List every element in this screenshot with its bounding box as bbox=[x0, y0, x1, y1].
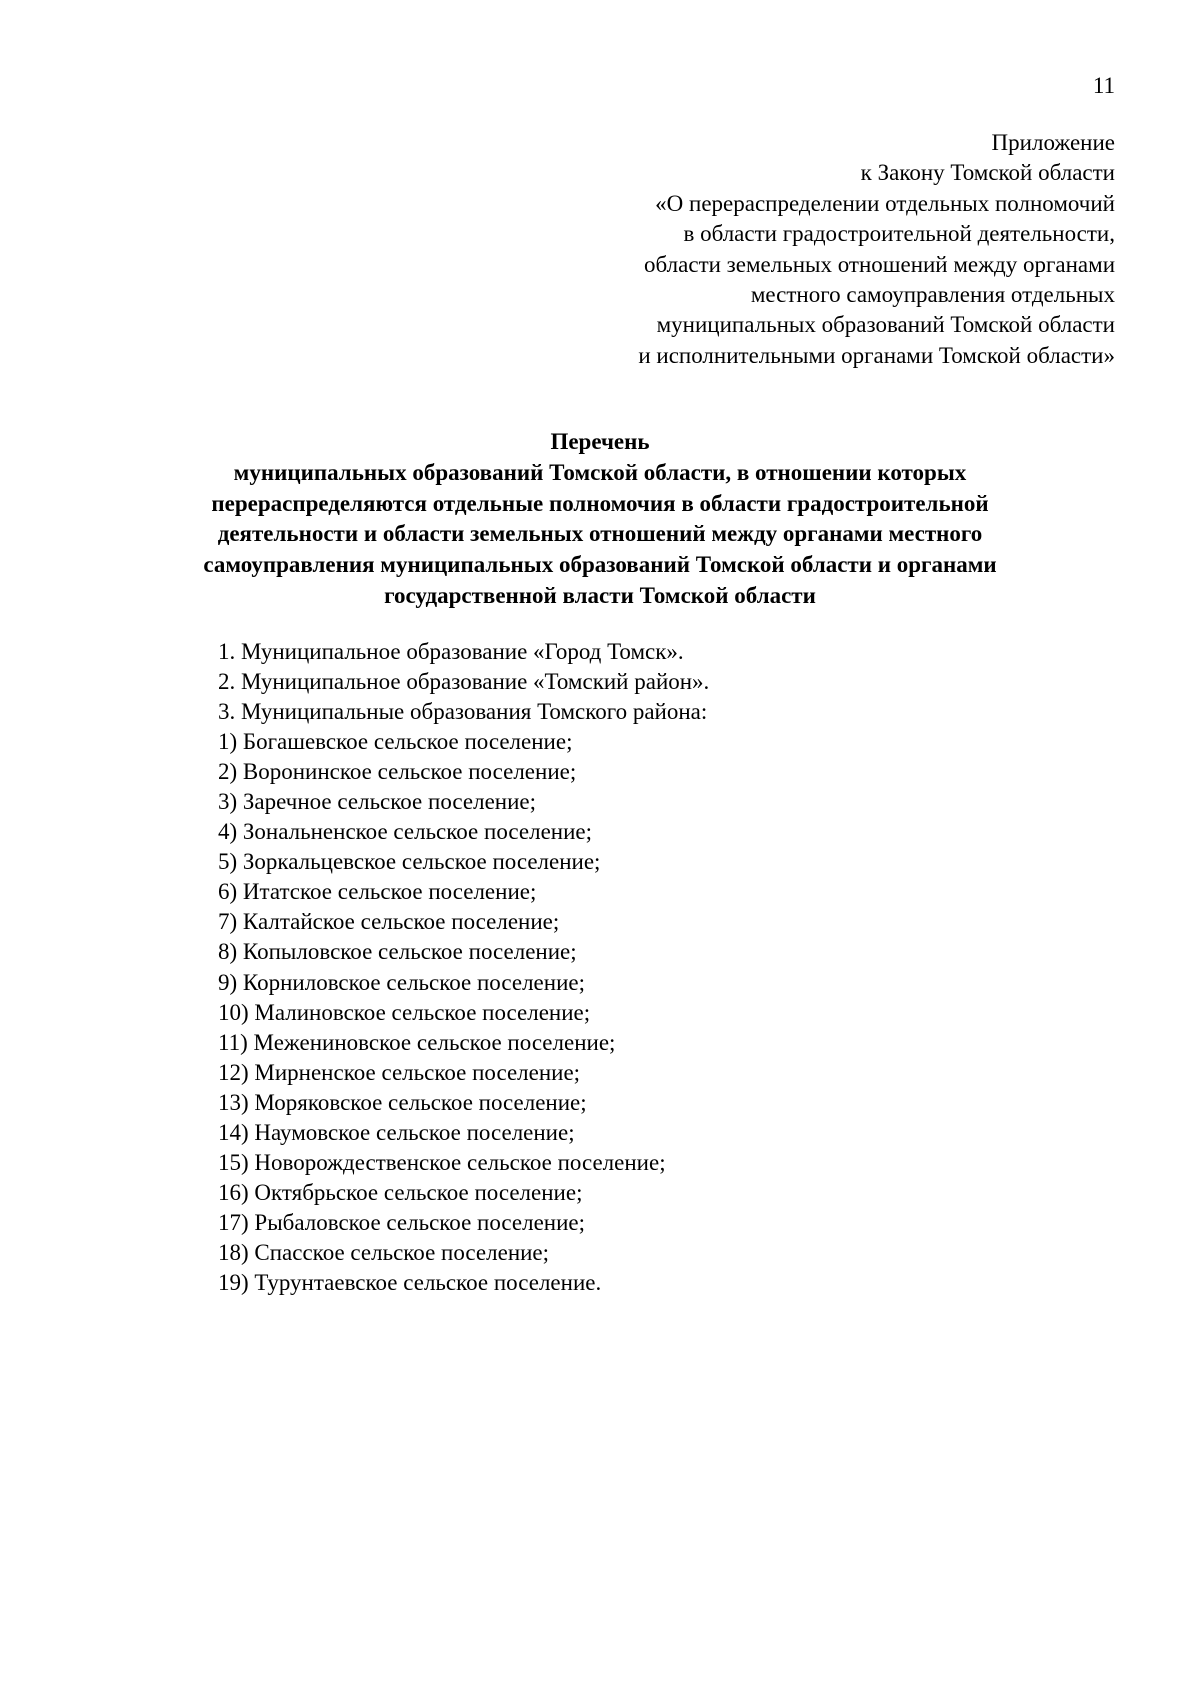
list-item: 14) Наумовское сельское поселение; bbox=[218, 1119, 575, 1145]
appendix-line: к Закону Томской области bbox=[860, 160, 1115, 186]
list-item: 3. Муниципальные образования Томского района: bbox=[218, 699, 708, 725]
appendix-line: и исполнительными органами Томской области» bbox=[638, 342, 1115, 368]
list-item: 18) Спасское сельское поселение; bbox=[218, 1239, 550, 1265]
title-line: деятельности и области земельных отношений между органами местного bbox=[217, 521, 983, 547]
list-item: 11) Межениновское сельское поселение; bbox=[218, 1029, 616, 1055]
title-line: государственной власти Томской области bbox=[384, 582, 816, 608]
page-number: 11 bbox=[1092, 73, 1115, 98]
list-item: 19) Турунтаевское сельское поселение. bbox=[218, 1269, 602, 1295]
list-item: 9) Корниловское сельское поселение; bbox=[218, 969, 585, 995]
municipalities-list bbox=[218, 637, 1118, 1298]
document-title bbox=[120, 427, 1080, 612]
title-line: самоуправления муниципальных образований Томской области и органами bbox=[203, 552, 997, 578]
list-item: 5) Зоркальцевское сельское поселение; bbox=[218, 849, 601, 875]
appendix-line: «О перераспределении отдельных полномочий bbox=[655, 190, 1115, 216]
appendix-header bbox=[475, 128, 1115, 371]
list-item: 4) Зональненское сельское поселение; bbox=[218, 819, 592, 845]
list-item: 16) Октябрьское сельское поселение; bbox=[218, 1179, 583, 1205]
appendix-line: в области градостроительной деятельности, bbox=[683, 221, 1115, 247]
title-line: перераспределяются отдельные полномочия в области градостроительной bbox=[211, 490, 989, 516]
list-item: 8) Копыловское сельское поселение; bbox=[218, 939, 577, 965]
list-item: 1. Муниципальное образование «Город Томск». bbox=[218, 639, 684, 664]
title-line: муниципальных образований Томской области, в отношении которых bbox=[233, 459, 967, 485]
list-item: 1) Богашевское сельское поселение; bbox=[218, 729, 573, 755]
list-item: 10) Малиновское сельское поселение; bbox=[218, 999, 591, 1025]
appendix-line: Приложение bbox=[991, 130, 1115, 155]
list-item: 7) Калтайское сельское поселение; bbox=[218, 909, 560, 935]
appendix-line: области земельных отношений между органами bbox=[644, 251, 1115, 277]
list-item: 2. Муниципальное образование «Томский район». bbox=[218, 669, 710, 695]
list-item: 12) Мирненское сельское поселение; bbox=[218, 1059, 581, 1085]
appendix-line: муниципальных образований Томской области bbox=[656, 312, 1115, 338]
list-item: 17) Рыбаловское сельское поселение; bbox=[218, 1209, 586, 1235]
list-item: 15) Новорождественское сельское поселение; bbox=[218, 1149, 666, 1175]
appendix-line: местного самоуправления отдельных bbox=[750, 282, 1115, 308]
list-item: 2) Воронинское сельское поселение; bbox=[218, 759, 577, 785]
list-item: 13) Моряковское сельское поселение; bbox=[218, 1089, 587, 1115]
title-line: Перечень bbox=[550, 429, 650, 454]
list-item: 6) Итатское сельское поселение; bbox=[218, 879, 537, 905]
list-item: 3) Заречное сельское поселение; bbox=[218, 789, 536, 815]
